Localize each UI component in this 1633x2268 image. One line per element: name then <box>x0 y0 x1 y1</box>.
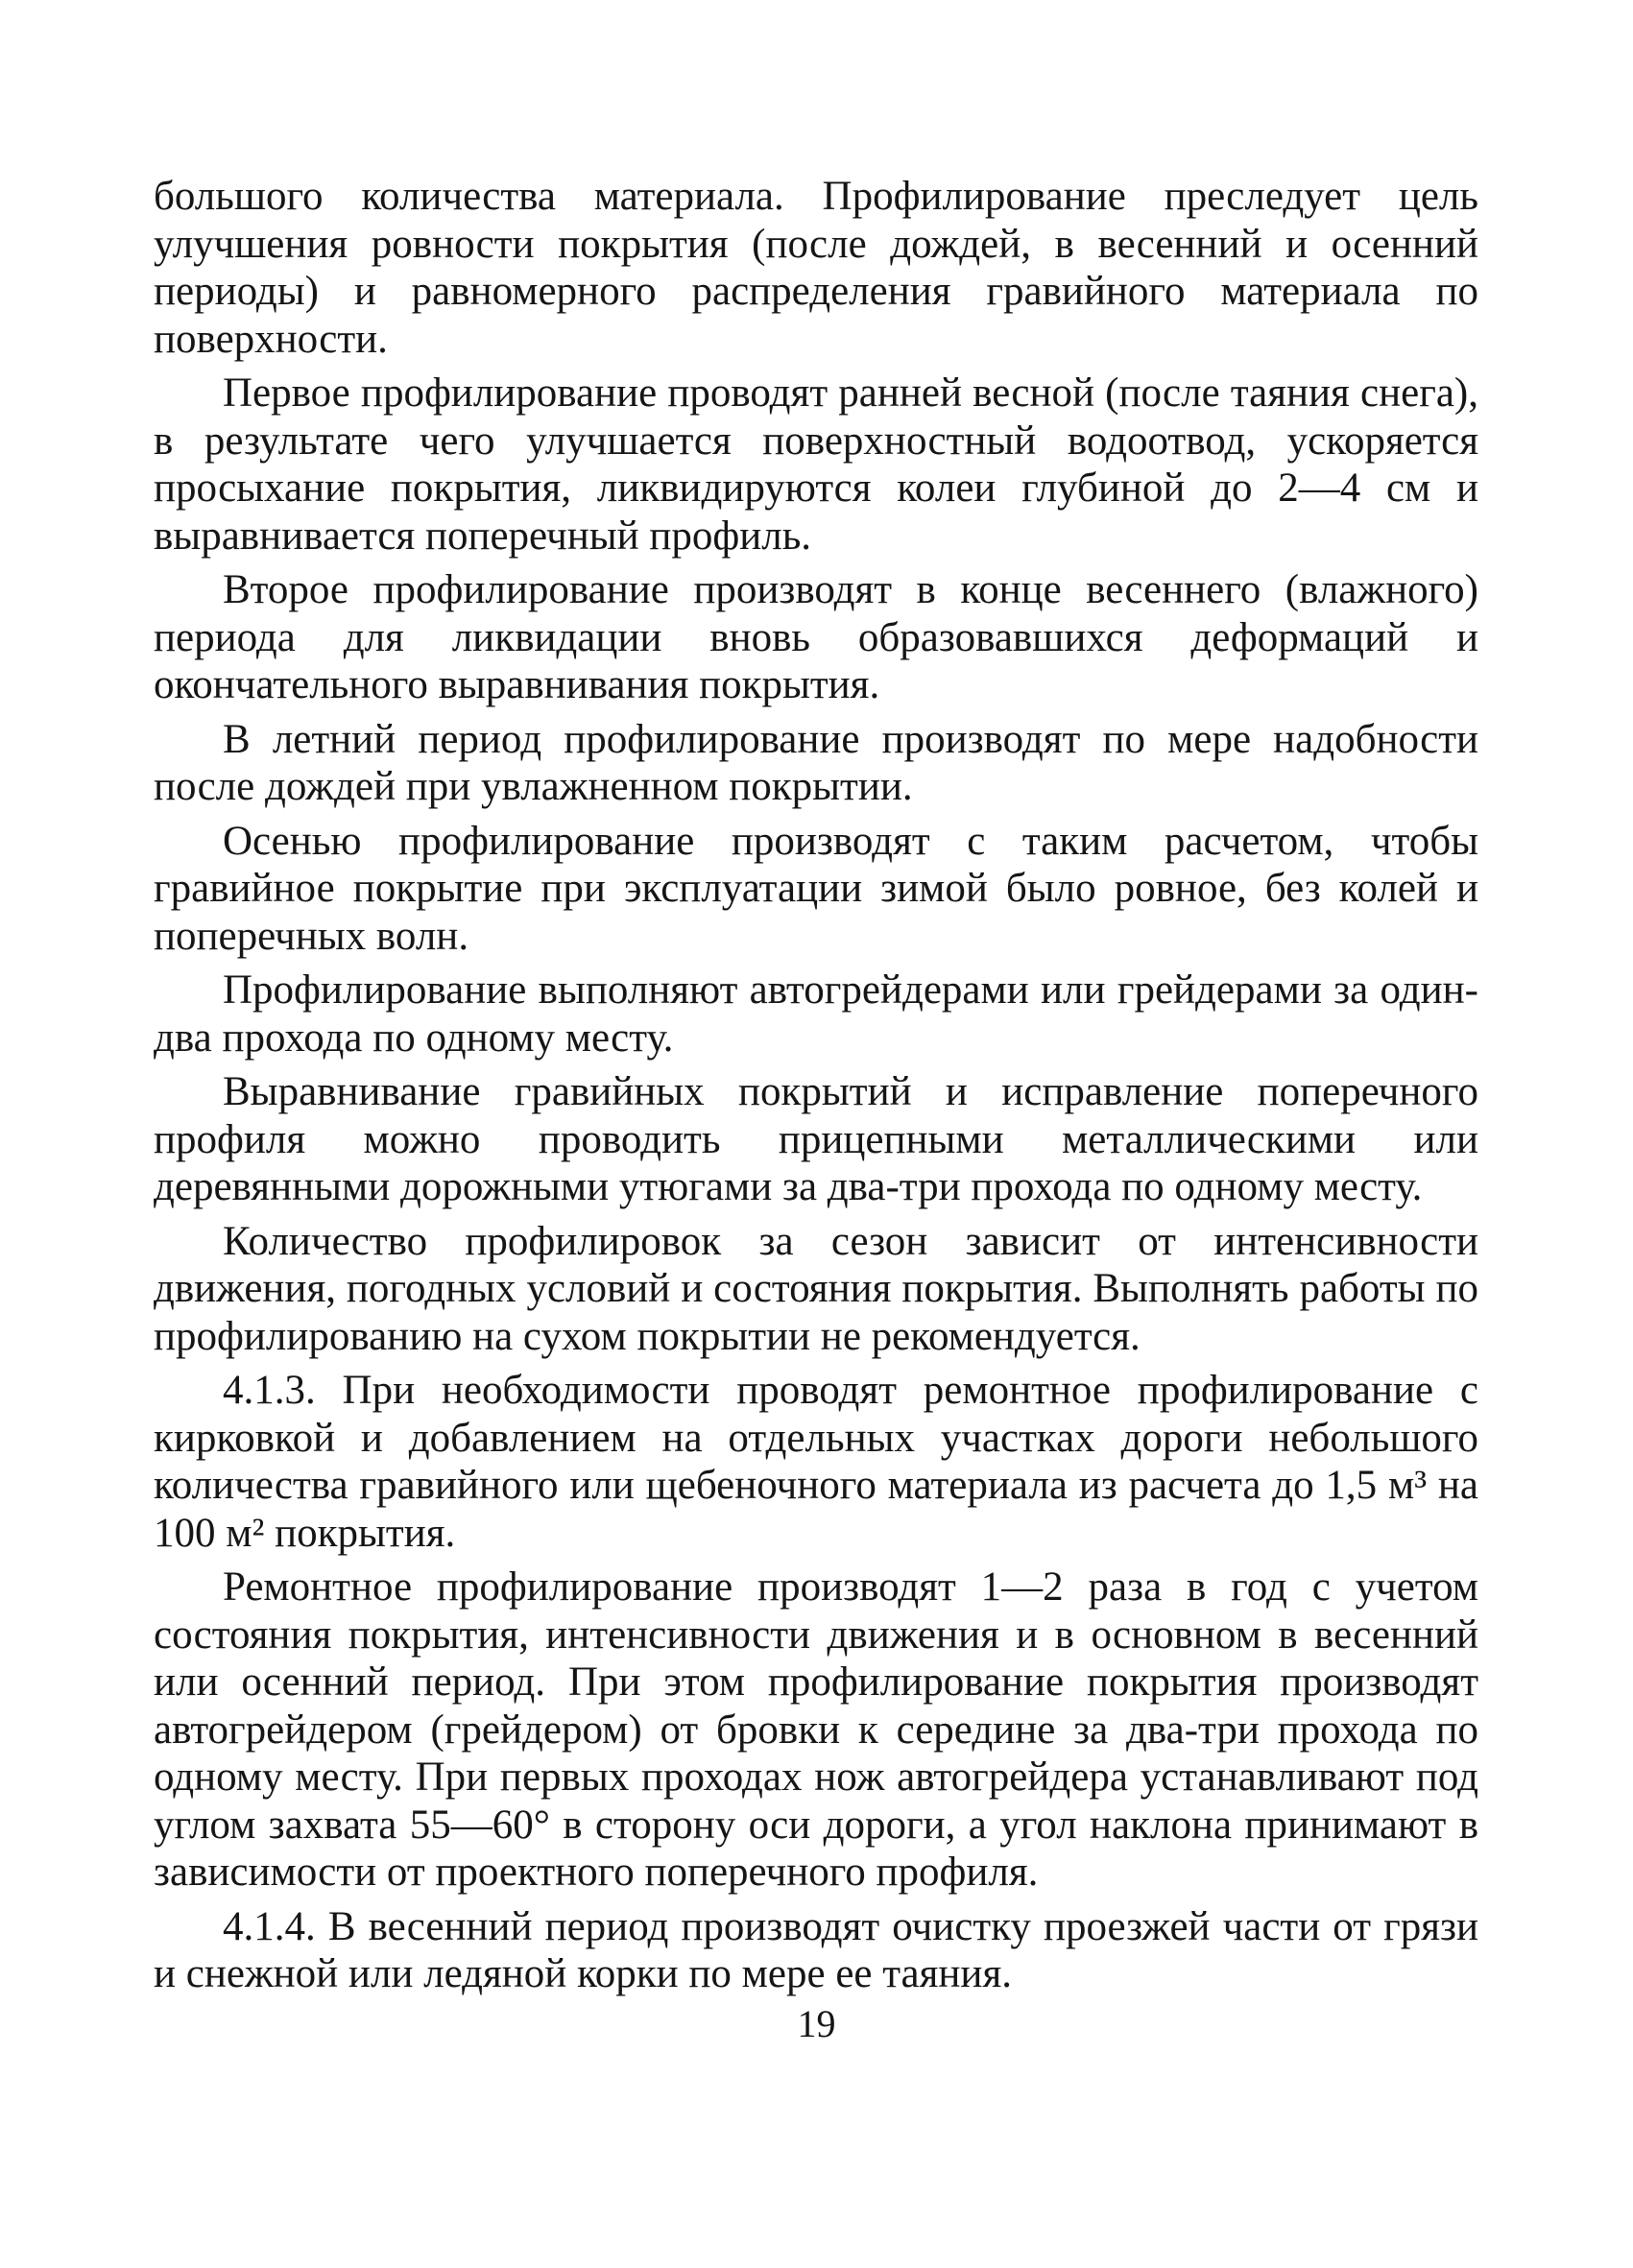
page-body <box>154 173 1478 2112</box>
paragraph-11-section-4-1-4: 4.1.4. В весенний период производят очистку проезжей части от грязи и снежной или ледяной корки по мере ее таяния. <box>154 1903 1478 1996</box>
paragraph-5: Осенью профилирование производят с таким расчетом, чтобы гравийное покрытие при эксплуатации зимой было ровное, без колей и поперечных волн. <box>154 818 1478 959</box>
paragraph-6: Профилирование выполняют автогрейдерами или грейдерами за один-два прохода по одному месту. <box>154 967 1478 1061</box>
paragraph-10: Ремонтное профилирование производят 1—2 раза в год с учетом состояния покрытия, интенсивности движения и в основном в весенний или осенний период. При этом профилирование покрытия производят автогрейдером (грейдером) от бровки к середине за два-три прохода по одному месту. При первых проходах нож автогрейдера устанавливают под углом захвата 55—60° в сторону оси дороги, а угол наклона принимают в зависимости от проектного поперечного профиля. <box>154 1564 1478 1895</box>
paragraph-2: Первое профилирование проводят ранней весной (после таяния снега), в результате чего улучшается поверхностный водоотвод, ускоряется просыхание покрытия, ликвидируются колеи глубиной до 2—4 см и выравнивается поперечный профиль. <box>154 370 1478 559</box>
paragraph-3: Второе профилирование производят в конце весеннего (влажного) периода для ликвидации вновь образовавшихся деформаций и окончательного выравнивания покрытия. <box>154 567 1478 707</box>
paragraph-1: большого количества материала. Профилирование преследует цель улучшения ровности покрытия (после дождей, в весенний и осенний периоды) и равномерного распределения гравийного материала по поверхности. <box>154 174 1478 362</box>
paragraph-4: В летний период профилирование производят по мере надобности после дождей при увлажненном покрытии. <box>154 716 1478 809</box>
paragraph-8: Количество профилировок за сезон зависит от интенсивности движения, погодных условий и состояния покрытия. Выполнять работы по профилированию на сухом покрытии не рекомендуется. <box>154 1218 1478 1359</box>
paragraph-7: Выравнивание гравийных покрытий и исправление поперечного профиля можно проводить прицепными металлическими или деревянными дорожными утюгами за два-три прохода по одному месту. <box>154 1069 1478 1209</box>
paragraph-9-section-4-1-3: 4.1.3. При необходимости проводят ремонтное профилирование с кирковкой и добавлением на отдельных участках дороги небольшого количества гравийного или щебеночного материала из расчета до 1,5 м³ на 100 м² покрытия. <box>154 1368 1478 1556</box>
page-number: 19 <box>797 2002 836 2045</box>
